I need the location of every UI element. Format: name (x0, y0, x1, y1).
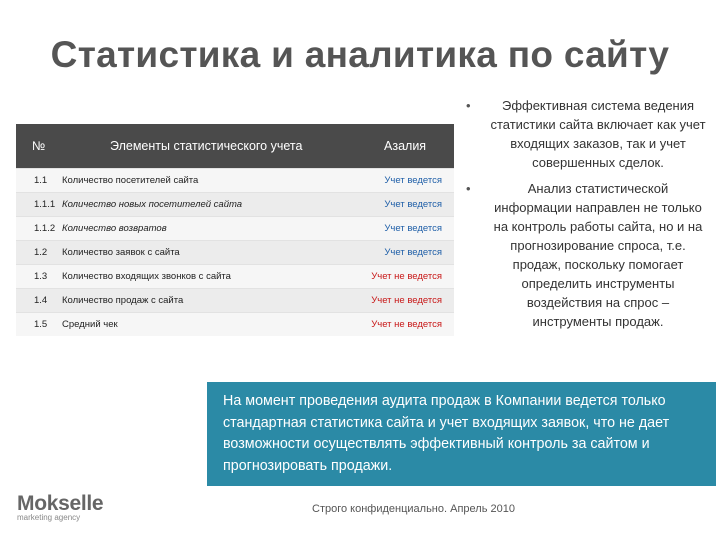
row-number: 1.1.2 (34, 223, 56, 234)
bullet-dot-icon: • (466, 181, 471, 196)
row-element: Количество входящих звонков с сайта (62, 271, 231, 282)
row-status: Учет ведется (384, 223, 442, 234)
table-row (16, 192, 454, 216)
table-row (16, 216, 454, 240)
bullet-list (466, 96, 706, 338)
company-logo (17, 492, 103, 522)
row-number: 1.1.1 (34, 199, 56, 210)
row-element: Средний чек (62, 319, 118, 330)
header-company: Азалия (384, 139, 427, 153)
row-status: Учет не ведется (371, 271, 442, 282)
table-header (16, 124, 454, 168)
footer-confidential: Строго конфиденциально. Апрель 2010 (312, 503, 515, 515)
row-element: Количество новых посетителей сайта (62, 199, 243, 210)
statistics-table (16, 124, 454, 336)
bullet-dot-icon: • (466, 98, 471, 113)
row-element: Количество продаж с сайта (62, 295, 184, 306)
bullet-text: Эффективная система ведения статистики сайта включает как учет входящих заказов, так и учет совершенных сделок. (490, 98, 706, 170)
logo-name: Mokselle (17, 492, 104, 515)
header-num: № (32, 139, 46, 153)
table-row (16, 240, 454, 264)
logo-tagline: marketing agency (17, 513, 81, 522)
conclusion-callout (207, 382, 716, 486)
bullet-text: Анализ статистической информации направлен не только на контроль работы сайта, но и на прогнозирование спроса, т.е. продаж, поскольку помогает определить инструменты воздействия на спрос – инструменты продаж. (493, 181, 703, 329)
table-row (16, 312, 454, 336)
bullet-item (466, 179, 706, 331)
table-body (16, 168, 454, 336)
table-row (16, 288, 454, 312)
row-status: Учет ведется (384, 247, 442, 258)
table-row (16, 264, 454, 288)
slide-title: Статистика и аналитика по сайту (50, 34, 670, 75)
bullet-item (466, 96, 706, 172)
row-number: 1.3 (34, 271, 48, 282)
row-status: Учет ведется (384, 199, 442, 210)
table-row (16, 168, 454, 192)
row-number: 1.1 (34, 175, 48, 186)
header-element: Элементы статистического учета (110, 139, 303, 153)
row-element: Количество заявок с сайта (62, 247, 180, 258)
row-status: Учет не ведется (371, 319, 442, 330)
row-number: 1.4 (34, 295, 48, 306)
row-number: 1.2 (34, 247, 48, 258)
row-element: Количество посетителей сайта (62, 175, 199, 186)
row-status: Учет не ведется (371, 295, 442, 306)
row-status: Учет ведется (384, 175, 442, 186)
row-element: Количество возвратов (62, 223, 167, 234)
callout-text: На момент проведения аудита продаж в Компании ведется только стандартная статистика сайта и учет входящих заявок, что не дает возможности осуществлять эффективный контроль за сайтом и прогнозировать продажи. (223, 393, 670, 474)
row-number: 1.5 (34, 319, 48, 330)
